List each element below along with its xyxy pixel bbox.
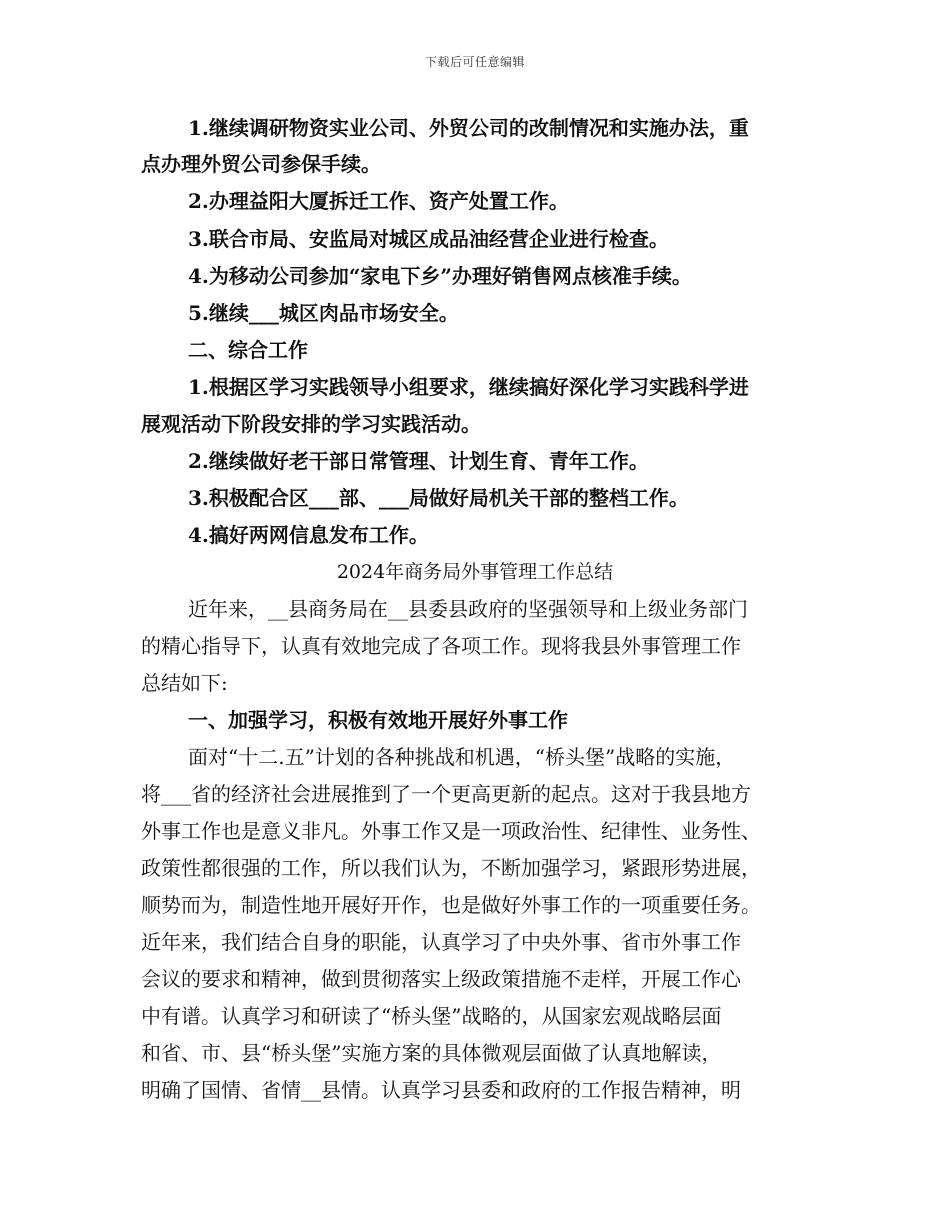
paragraph-line: 总结如下: xyxy=(141,671,228,695)
sub-heading: 一、加强学习，积极有效地开展好外事工作 xyxy=(188,708,568,732)
paragraph-line: 近年来，__县商务局在__县委县政府的坚强领导和上级业务部门 xyxy=(188,597,748,621)
paragraph-line: 中有谱。认真学习和研读了“桥头堡”战略的，从国家宏观战略层面 xyxy=(141,1004,722,1028)
list-item: 3.积极配合区___部、___局做好局机关干部的整档工作。 xyxy=(188,486,689,510)
paragraph-line: 面对“十二.五”计划的各种挑战和机遇，“桥头堡”战略的实施， xyxy=(188,745,736,769)
paragraph-line: 政策性都很强的工作，所以我们认为，不断加强学习，紧跟形势进展， xyxy=(141,856,761,880)
list-item: 2.继续做好老干部日常管理、计划生育、青年工作。 xyxy=(188,449,649,473)
paragraph-line: 和省、市、县“桥头堡”实施方案的具体微观层面做了认真地解读， xyxy=(141,1041,722,1065)
list-item: 1.根据区学习实践领导小组要求，继续搞好深化学习实践科学进 xyxy=(188,375,749,399)
list-item: 3.联合市局、安监局对城区成品油经营企业进行检查。 xyxy=(188,227,669,251)
paragraph-line: 的精心指导下，认真有效地完成了各项工作。现将我县外事管理工作 xyxy=(141,634,741,658)
list-item: 展观活动下阶段安排的学习实践活动。 xyxy=(141,412,481,436)
paragraph-line: 明确了国情、省情__县情。认真学习县委和政府的工作报告精神，明 xyxy=(141,1078,741,1102)
list-item: 4.为移动公司参加“家电下乡”办理好销售网点核准手续。 xyxy=(188,264,692,288)
paragraph-line: 近年来，我们结合自身的职能，认真学习了中央外事、省市外事工作 xyxy=(141,930,741,954)
list-item: 5.继续___城区肉品市场安全。 xyxy=(188,301,459,325)
list-item: 2.办理益阳大厦拆迁工作、资产处置工作。 xyxy=(188,189,569,213)
paragraph-line: 将___省的经济社会进展推到了一个更高更新的起点。这对于我县地方 xyxy=(141,782,751,806)
document-title: 2024年商务局外事管理工作总结 xyxy=(336,561,614,583)
list-item: 点办理外贸公司参保手续。 xyxy=(141,152,381,176)
section-heading: 二、综合工作 xyxy=(188,338,308,362)
paragraph-line: 会议的要求和精神，做到贯彻落实上级政策措施不走样，开展工作心 xyxy=(141,967,741,991)
paragraph-line: 外事工作也是意义非凡。外事工作又是一项政治性、纪律性、业务性、 xyxy=(141,819,761,843)
list-item: 1.继续调研物资实业公司、外贸公司的改制情况和实施办法，重 xyxy=(188,116,749,140)
page-header: 下载后可任意编辑 xyxy=(424,55,525,69)
list-item: 4.搞好两网信息发布工作。 xyxy=(188,523,429,547)
paragraph-line: 顺势而为，制造性地开展好开作，也是做好外事工作的一项重要任务。 xyxy=(141,893,761,917)
